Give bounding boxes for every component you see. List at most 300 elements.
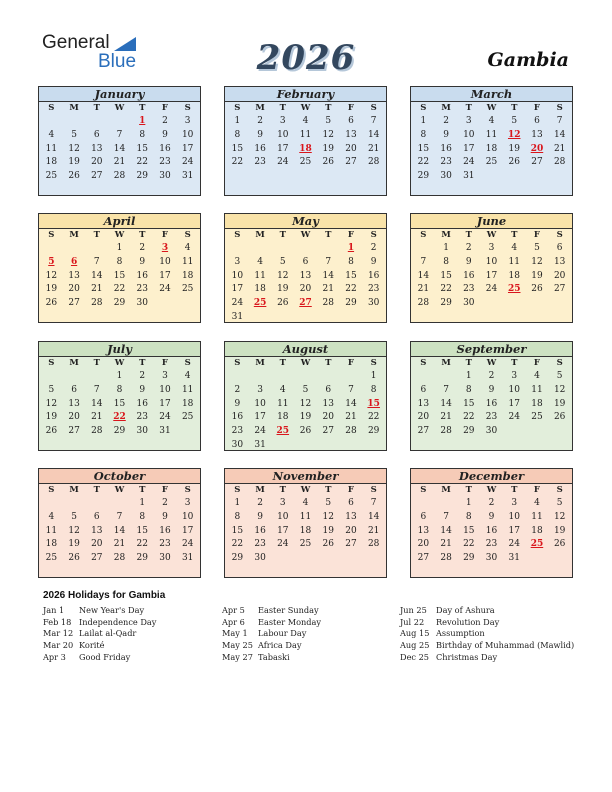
weekday-label: F <box>161 230 168 240</box>
weekday-header <box>225 357 386 370</box>
week-row <box>411 156 572 170</box>
day-cell: 9 <box>139 256 146 267</box>
holiday-row <box>222 640 321 652</box>
day-cell: 28 <box>113 171 126 182</box>
day-cell: 14 <box>345 398 357 409</box>
day-cell: 15 <box>231 143 244 154</box>
day-cell <box>435 497 458 511</box>
holiday-name: Day of Ashura <box>436 605 495 615</box>
day-cell: 16 <box>367 270 380 281</box>
weekday-label: T <box>93 485 100 495</box>
month-august <box>224 341 387 451</box>
day-cell: 6 <box>325 384 332 395</box>
weekday-label: F <box>347 485 354 495</box>
day-cell: 19 <box>45 284 58 295</box>
day-cell <box>294 439 317 453</box>
day-cell: 15 <box>113 270 126 281</box>
weekday-label: T <box>279 103 286 113</box>
day-cell: 18 <box>531 525 543 536</box>
day-cell: 2 <box>257 498 263 508</box>
day-cell: 27 <box>345 157 357 168</box>
day-cell: 21 <box>113 157 126 168</box>
weekday-label: F <box>533 485 540 495</box>
week-row <box>411 398 572 412</box>
day-cell: 27 <box>531 157 543 168</box>
day-cell: 30 <box>159 171 171 182</box>
day-cell: 29 <box>440 298 452 309</box>
day-cell: 22 <box>463 412 475 423</box>
day-cell: 20 <box>345 525 357 536</box>
weekday-header <box>411 229 572 242</box>
day-cell: 20 <box>322 412 334 423</box>
day-cell <box>340 311 363 325</box>
day-cell: 14 <box>553 129 566 140</box>
country-title: Gambia <box>487 49 569 71</box>
day-cell: 28 <box>91 426 103 437</box>
day-cell: 19 <box>508 143 520 154</box>
month-name: July <box>39 342 200 357</box>
day-cell: 31 <box>508 553 520 564</box>
day-cell: 28 <box>91 298 103 309</box>
week-row <box>411 411 572 425</box>
day-cell: 21 <box>367 143 380 154</box>
week-row <box>411 283 572 297</box>
weekday-label: S <box>370 485 377 495</box>
day-cell: 15 <box>345 270 357 281</box>
weekday-label: S <box>48 485 55 495</box>
day-cell: 7 <box>556 116 563 126</box>
week-row <box>411 552 572 566</box>
day-cell: 12 <box>277 270 289 281</box>
week-row <box>411 270 572 284</box>
week-row <box>39 370 200 384</box>
weekday-label: S <box>48 358 55 368</box>
day-cell: 22 <box>231 157 244 168</box>
weekday-header <box>39 484 200 497</box>
day-cell <box>503 425 526 439</box>
weekday-label: M <box>255 358 265 368</box>
day-cell: 20 <box>91 157 103 168</box>
day-cell <box>226 370 249 384</box>
weekday-label: M <box>69 230 79 240</box>
day-cell: 23 <box>463 284 475 295</box>
holiday-date: Apr 5 <box>222 605 245 615</box>
day-cell <box>362 311 385 325</box>
day-cell: 12 <box>553 511 566 522</box>
day-cell: 14 <box>440 525 452 536</box>
day-cell: 13 <box>345 511 357 522</box>
weekday-label: S <box>370 358 377 368</box>
day-cell: 16 <box>159 143 171 154</box>
day-cell: 13 <box>299 270 312 281</box>
day-cell: 10 <box>181 511 194 522</box>
weekday-header <box>225 102 386 115</box>
day-cell: 7 <box>443 511 449 522</box>
holiday-day: 6 <box>70 256 78 267</box>
day-cell: 22 <box>113 284 126 295</box>
day-cell: 3 <box>234 256 241 267</box>
holiday-name: Independence Day <box>79 616 157 627</box>
day-cell <box>271 439 294 453</box>
day-cell: 7 <box>116 511 123 522</box>
day-cell: 9 <box>162 511 168 522</box>
day-cell: 30 <box>254 553 266 564</box>
day-cell: 19 <box>68 157 80 168</box>
day-cell: 26 <box>553 412 566 423</box>
week-row <box>225 552 386 566</box>
day-cell: 15 <box>463 398 475 409</box>
day-cell <box>526 425 549 439</box>
day-cell: 28 <box>440 553 452 564</box>
day-cell: 7 <box>325 256 332 267</box>
day-cell: 21 <box>553 143 566 154</box>
day-cell <box>294 370 317 384</box>
day-cell: 2 <box>139 243 146 253</box>
holiday-day: 1 <box>347 243 355 253</box>
day-cell: 10 <box>463 129 475 140</box>
day-cell: 2 <box>162 116 168 126</box>
week-row <box>225 270 386 284</box>
day-cell: 13 <box>322 398 334 409</box>
day-cell: 8 <box>116 256 123 267</box>
weekday-label: T <box>325 485 332 495</box>
day-cell: 31 <box>181 553 194 564</box>
month-february <box>224 86 387 196</box>
day-cell: 28 <box>367 539 380 550</box>
day-cell: 1 <box>443 243 449 253</box>
holiday-date: Dec 25 <box>400 651 430 662</box>
day-cell: 26 <box>299 426 312 437</box>
day-cell: 1 <box>116 371 123 381</box>
weekday-label: S <box>420 230 427 240</box>
year-title: 2026 <box>256 38 356 78</box>
weekday-label: T <box>465 230 472 240</box>
holiday-column <box>222 605 321 663</box>
day-cell: 3 <box>279 498 286 508</box>
day-cell <box>435 370 458 384</box>
day-cell <box>317 311 340 325</box>
day-cell: 21 <box>417 284 430 295</box>
day-cell: 18 <box>181 398 194 409</box>
holiday-row <box>400 652 574 664</box>
week-row <box>411 242 572 256</box>
day-cell <box>503 170 526 184</box>
week-row <box>411 129 572 143</box>
week-row <box>411 370 572 384</box>
day-cell: 9 <box>465 256 472 267</box>
day-cell <box>63 242 86 256</box>
day-cell: 19 <box>277 284 289 295</box>
day-cell: 14 <box>91 398 103 409</box>
day-cell: 22 <box>463 539 475 550</box>
day-cell: 7 <box>93 256 100 267</box>
day-cell: 1 <box>234 116 241 126</box>
day-cell: 5 <box>534 243 540 253</box>
weekday-label: S <box>556 485 563 495</box>
week-row <box>225 398 386 412</box>
day-cell: 30 <box>159 553 171 564</box>
day-cell: 17 <box>181 143 194 154</box>
day-cell: 27 <box>417 553 430 564</box>
day-cell: 10 <box>159 384 171 395</box>
day-cell <box>249 242 272 256</box>
day-cell <box>108 497 131 511</box>
day-cell: 6 <box>348 116 354 126</box>
day-cell: 29 <box>417 171 430 182</box>
day-cell: 26 <box>277 298 289 309</box>
weekday-label: S <box>234 485 241 495</box>
day-cell: 23 <box>254 539 266 550</box>
day-cell: 6 <box>93 511 100 522</box>
month-name: February <box>225 87 386 102</box>
day-cell: 5 <box>511 116 518 126</box>
holiday-column <box>43 605 156 663</box>
week-row <box>39 242 200 256</box>
day-cell <box>412 497 435 511</box>
day-cell: 7 <box>370 498 377 508</box>
week-row <box>39 425 200 439</box>
day-cell <box>362 552 385 566</box>
holiday-row <box>400 628 574 640</box>
weekday-label: F <box>161 485 168 495</box>
day-cell: 18 <box>531 398 543 409</box>
day-cell: 9 <box>370 256 377 267</box>
day-cell: 24 <box>159 412 171 423</box>
day-cell: 20 <box>299 284 312 295</box>
month-name: January <box>39 87 200 102</box>
weekday-label: S <box>234 103 241 113</box>
day-cell: 26 <box>68 553 80 564</box>
week-row <box>225 525 386 539</box>
week-row <box>225 311 386 325</box>
day-cell <box>63 497 86 511</box>
day-cell: 7 <box>420 256 427 267</box>
day-cell: 4 <box>48 511 55 522</box>
day-cell: 5 <box>325 116 332 126</box>
day-cell: 12 <box>45 270 58 281</box>
day-cell: 14 <box>113 143 126 154</box>
day-cell: 18 <box>277 412 289 423</box>
day-cell: 26 <box>553 539 566 550</box>
day-cell <box>154 297 177 311</box>
day-cell: 3 <box>279 116 286 126</box>
week-row <box>39 552 200 566</box>
day-cell: 13 <box>91 525 103 536</box>
weekday-label: S <box>420 103 427 113</box>
day-cell: 22 <box>440 284 452 295</box>
day-cell: 6 <box>302 256 309 267</box>
day-cell <box>249 311 272 325</box>
weekday-label: T <box>93 103 100 113</box>
day-cell: 27 <box>553 284 566 295</box>
day-cell: 17 <box>231 284 244 295</box>
day-cell: 6 <box>534 116 540 126</box>
day-cell: 19 <box>68 539 80 550</box>
weekday-label: W <box>300 230 311 240</box>
day-cell: 11 <box>45 525 58 536</box>
day-cell: 24 <box>254 426 266 437</box>
day-cell: 8 <box>465 384 472 395</box>
day-cell: 22 <box>367 412 380 423</box>
day-cell: 28 <box>367 157 380 168</box>
day-cell: 26 <box>68 171 80 182</box>
holiday-name: Labour Day <box>258 628 307 639</box>
day-cell: 15 <box>136 525 148 536</box>
day-cell: 11 <box>508 256 520 267</box>
day-cell <box>85 115 108 129</box>
holiday-name: Lailat al-Qadr <box>79 628 137 639</box>
day-cell <box>40 370 63 384</box>
day-cell: 3 <box>465 116 472 126</box>
day-cell: 4 <box>511 243 518 253</box>
day-cell: 23 <box>159 539 171 550</box>
month-november <box>224 468 387 578</box>
weekday-label: S <box>420 485 427 495</box>
day-cell: 24 <box>508 539 520 550</box>
day-cell: 5 <box>325 498 332 508</box>
day-cell: 24 <box>277 539 289 550</box>
month-name: June <box>411 214 572 229</box>
day-cell: 10 <box>181 129 194 140</box>
day-cell: 18 <box>181 270 194 281</box>
day-cell: 17 <box>181 525 194 536</box>
day-cell <box>40 115 63 129</box>
day-cell: 19 <box>322 143 334 154</box>
day-cell: 1 <box>465 498 472 508</box>
weekday-label: M <box>255 103 265 113</box>
day-cell <box>249 370 272 384</box>
holiday-date: May 25 <box>222 640 253 651</box>
day-cell: 21 <box>322 284 334 295</box>
day-cell <box>480 170 503 184</box>
week-row <box>39 497 200 511</box>
day-cell: 18 <box>508 270 520 281</box>
day-cell: 24 <box>231 298 244 309</box>
day-cell: 22 <box>417 157 430 168</box>
day-cell: 7 <box>116 129 123 140</box>
day-cell <box>526 297 549 311</box>
holiday-date: Aug 25 <box>400 640 430 651</box>
day-cell: 21 <box>91 284 103 295</box>
day-cell: 18 <box>299 525 312 536</box>
day-cell: 1 <box>370 371 377 381</box>
weekday-label: M <box>441 230 451 240</box>
day-cell: 16 <box>231 412 244 423</box>
week-row <box>225 156 386 170</box>
day-cell: 19 <box>45 412 58 423</box>
holiday-name: Birthday of Muhammad (Mawlid) <box>436 640 575 651</box>
weekday-label: F <box>161 103 168 113</box>
day-cell <box>271 552 294 566</box>
weekday-label: T <box>325 103 332 113</box>
day-cell <box>176 297 199 311</box>
weekday-label: F <box>347 358 354 368</box>
day-cell: 24 <box>159 284 171 295</box>
weekday-header <box>39 229 200 242</box>
day-cell: 26 <box>45 298 58 309</box>
day-cell: 5 <box>279 256 286 267</box>
day-cell: 3 <box>184 498 191 508</box>
day-cell <box>526 170 549 184</box>
day-cell: 29 <box>463 553 475 564</box>
holiday-row <box>400 617 574 629</box>
day-cell: 26 <box>531 284 543 295</box>
day-cell: 31 <box>181 171 194 182</box>
day-cell: 16 <box>159 525 171 536</box>
logo-text-general: General <box>42 32 110 53</box>
weekday-label: W <box>300 103 311 113</box>
day-cell: 18 <box>45 157 58 168</box>
day-cell: 7 <box>443 384 449 395</box>
weekday-label: T <box>279 230 286 240</box>
day-cell: 3 <box>511 498 518 508</box>
weekday-label: S <box>370 230 377 240</box>
holiday-name: Good Friday <box>79 651 131 662</box>
day-cell <box>271 370 294 384</box>
day-cell <box>40 497 63 511</box>
day-cell: 16 <box>136 270 148 281</box>
day-cell: 23 <box>485 539 498 550</box>
day-cell <box>85 497 108 511</box>
holiday-name: Christmas Day <box>436 651 498 662</box>
week-row <box>411 256 572 270</box>
day-cell: 17 <box>159 270 171 281</box>
week-row <box>39 270 200 284</box>
weekday-label: S <box>184 358 191 368</box>
week-row <box>39 156 200 170</box>
day-cell: 16 <box>463 270 475 281</box>
week-row <box>411 511 572 525</box>
day-cell <box>63 370 86 384</box>
day-cell: 14 <box>417 270 430 281</box>
weekday-label: T <box>511 358 518 368</box>
month-april <box>38 213 201 323</box>
week-row <box>39 129 200 143</box>
weekday-label: M <box>69 485 79 495</box>
week-row <box>225 283 386 297</box>
holiday-date: Feb 18 <box>43 616 72 627</box>
weekday-label: W <box>300 358 311 368</box>
holiday-date: Apr 6 <box>222 616 245 627</box>
day-cell: 30 <box>367 298 380 309</box>
day-cell: 13 <box>553 256 566 267</box>
week-row <box>225 297 386 311</box>
month-june <box>410 213 573 323</box>
day-cell <box>294 242 317 256</box>
day-cell: 10 <box>277 511 289 522</box>
day-cell <box>340 552 363 566</box>
day-cell: 9 <box>488 384 495 395</box>
day-cell: 4 <box>534 371 540 381</box>
day-cell <box>85 370 108 384</box>
weekday-label: T <box>139 358 146 368</box>
day-cell: 15 <box>136 143 148 154</box>
day-cell <box>412 242 435 256</box>
holiday-day: 18 <box>299 143 312 154</box>
day-cell: 14 <box>113 525 126 536</box>
day-cell: 11 <box>181 256 194 267</box>
week-row <box>39 297 200 311</box>
day-cell: 4 <box>257 256 263 267</box>
day-cell: 12 <box>553 384 566 395</box>
day-cell: 21 <box>345 412 357 423</box>
holiday-date: Mar 12 <box>43 628 74 639</box>
week-row <box>225 370 386 384</box>
day-cell: 9 <box>257 511 263 522</box>
day-cell: 4 <box>534 498 540 508</box>
day-cell: 29 <box>345 298 357 309</box>
weekday-header <box>225 229 386 242</box>
